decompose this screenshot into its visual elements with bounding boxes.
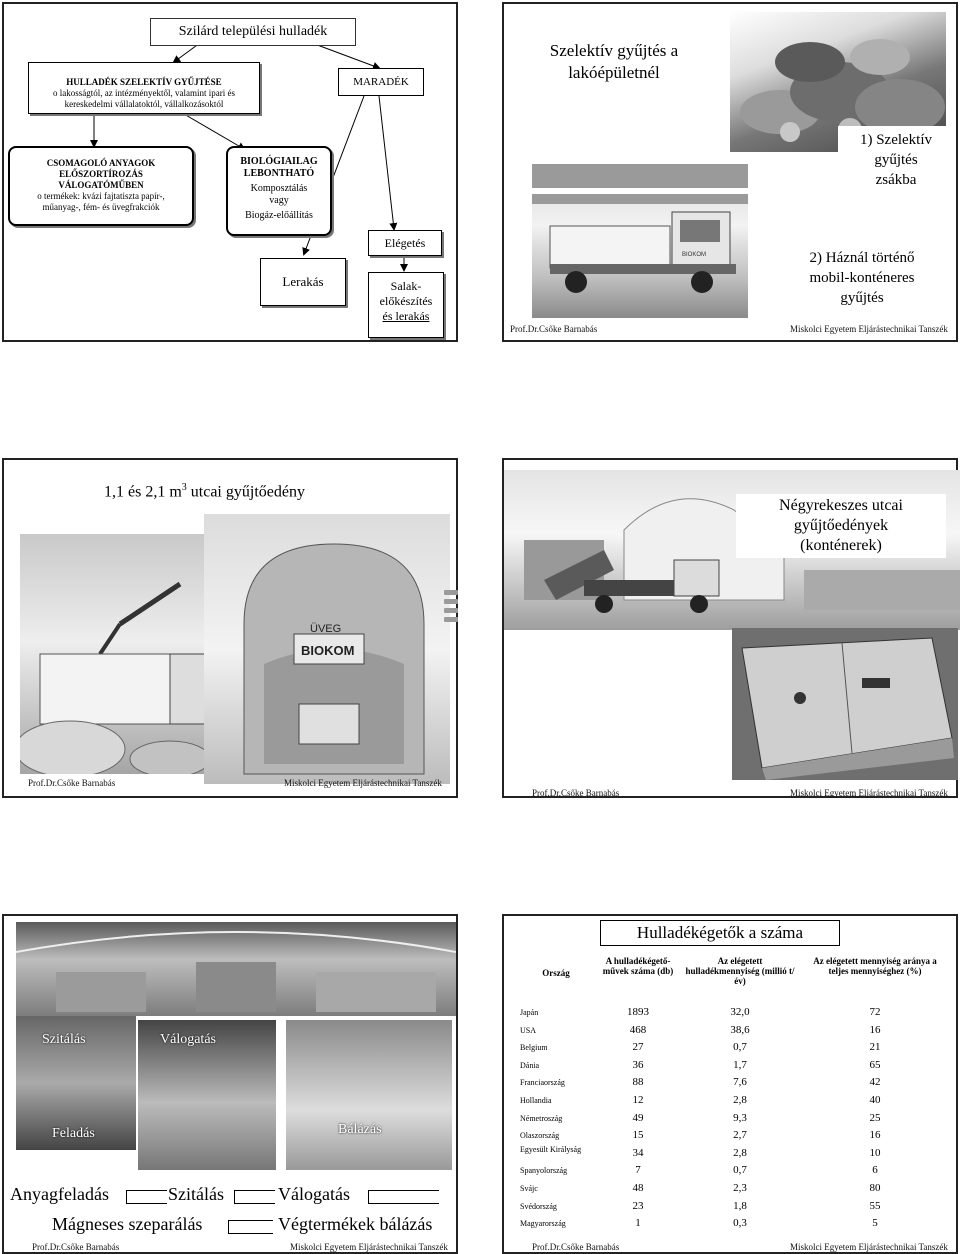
- crane-truck-drawing: [20, 534, 218, 774]
- table-cell-amount: 2,3: [733, 1182, 747, 1194]
- crane-truck-photo: [20, 534, 218, 774]
- table-row: [520, 1074, 952, 1092]
- incineration-box: Elégetés: [368, 230, 442, 256]
- table-cell-amount: 32,0: [730, 1006, 750, 1018]
- flow-arrow-4: [228, 1220, 273, 1234]
- slide4-title-line2: gyűjtőedények: [793, 517, 889, 534]
- table-cell-count: 48: [632, 1182, 644, 1194]
- table-cell-share: 5: [872, 1217, 878, 1230]
- table-cell-count: 468: [629, 1023, 647, 1036]
- slide-waste-hierarchy: [2, 2, 458, 342]
- table-cell-amount: 1,8: [733, 1199, 747, 1212]
- table-cell-amount: 0,7: [733, 1041, 747, 1054]
- packaging-line4: o termékek: kvázi fajtatiszta papír-,: [37, 191, 165, 201]
- table-cell-amount: 1,7: [733, 1058, 747, 1071]
- table-cell-amount: 0,7: [733, 1164, 747, 1177]
- table-cell-count: 1893: [627, 1006, 649, 1018]
- label-bale: Bálázás: [338, 1122, 382, 1137]
- slag-line1: Salak-: [390, 279, 422, 293]
- footer-institute: Miskolci Egyetem Eljárástechnikai Tanszék: [284, 778, 442, 788]
- item2-line1: 2) Háznál történő: [809, 250, 915, 266]
- table-cell-country: Hollandia: [520, 1096, 552, 1105]
- table-cell-count: 36: [632, 1058, 644, 1071]
- bio-line3: Komposztálás: [250, 183, 308, 194]
- table-cell-share: 72: [869, 1006, 881, 1018]
- baling-photo: [286, 1020, 452, 1170]
- footer-author: Prof.Dr.Csőke Barnabás: [532, 1242, 620, 1252]
- bio-line2: LEBONTHATÓ: [243, 168, 315, 179]
- table-cell-amount: 2,8: [733, 1146, 747, 1159]
- table-cell-country: Belgium: [520, 1043, 548, 1053]
- item2-line3: gyűjtés: [840, 290, 884, 306]
- label-sieve: Szitálás: [42, 1032, 86, 1047]
- header-amount: Az elégetett hulladékmennyiség (millió t/év): [685, 956, 795, 986]
- table-cell-count: 12: [632, 1094, 644, 1106]
- footer-author: Prof.Dr.Csőke Barnabás: [32, 1242, 120, 1252]
- slide-street-container: [2, 458, 458, 798]
- slide-deco: [444, 590, 458, 622]
- flow-arrow-2: [234, 1190, 275, 1204]
- slide-four-compartment: [502, 458, 958, 798]
- table-row: [520, 1004, 952, 1022]
- item1-text: [838, 126, 954, 196]
- table-row: [520, 1092, 952, 1110]
- slide3-title: [104, 482, 305, 501]
- slide4-title-line3: (konténerek): [800, 537, 882, 554]
- slide3-title-sup: 3: [181, 482, 187, 493]
- table-cell-amount: 2,7: [733, 1129, 747, 1142]
- table-cell-count: 88: [632, 1076, 644, 1089]
- container-text-brand: BIOKOM: [301, 643, 355, 658]
- table-cell-share: 21: [869, 1041, 881, 1054]
- footer-author: Prof.Dr.Csőke Barnabás: [532, 788, 620, 798]
- label-feed: Feladás: [52, 1126, 95, 1141]
- table-cell-country: Japán: [520, 1008, 539, 1017]
- header-share: Az elégetett mennyiség aránya a teljes mennyiséghez (%): [813, 956, 937, 976]
- landfill-box: Lerakás: [260, 258, 346, 306]
- table-row: [520, 1110, 952, 1128]
- table-row: [520, 1039, 952, 1057]
- footer-institute: Miskolci Egyetem Eljárástechnikai Tanszék: [790, 1242, 948, 1252]
- table-row: [520, 1215, 952, 1233]
- table-cell-amount: 7,6: [733, 1076, 747, 1089]
- slag-line2: előkészítés: [379, 294, 433, 308]
- table-cell-country: Olaszország: [520, 1131, 560, 1141]
- table-cell-country: Franciaország: [520, 1078, 565, 1088]
- truck-photo: [532, 164, 748, 318]
- truck-drawing: [532, 164, 748, 318]
- table-row: [520, 1127, 952, 1145]
- container-text-glass: ÜVEG: [310, 623, 342, 635]
- table-header-row: [520, 952, 952, 1004]
- table-row: [520, 1022, 952, 1040]
- table-row: [520, 1057, 952, 1075]
- table-cell-country: Svájc: [520, 1184, 538, 1193]
- bio-line1: BIOLÓGIAILAG: [240, 156, 318, 167]
- header-count: A hulladékégető-művek száma (db): [602, 956, 674, 976]
- flow-screening: Szitálás: [168, 1184, 224, 1204]
- flow-material-feed: Anyagfeladás: [10, 1184, 109, 1204]
- glass-container-drawing: [204, 514, 450, 784]
- table-cell-count: 27: [632, 1041, 644, 1054]
- item1-line3: zsákba: [875, 172, 917, 188]
- flow-baling: Végtermékek bálázás: [278, 1214, 433, 1234]
- bin-container-photo: [732, 628, 958, 780]
- plant-panorama-drawing: [16, 922, 456, 1016]
- table-row: [520, 1180, 952, 1198]
- slag-box: [368, 272, 444, 338]
- footer-author: Prof.Dr.Csőke Barnabás: [28, 778, 116, 788]
- table-cell-count: 34: [632, 1146, 644, 1159]
- slide3-title-post: utcai gyűjtőedény: [186, 483, 305, 501]
- footer-institute: Miskolci Egyetem Eljárástechnikai Tanszék: [790, 324, 948, 334]
- slide6-title: Hulladékégetők a száma: [600, 920, 840, 946]
- bio-line5: Biogáz-előállítás: [245, 210, 313, 221]
- table-cell-share: 42: [869, 1076, 881, 1089]
- table-row: [520, 1145, 952, 1163]
- table-cell-amount: 0,3: [733, 1217, 747, 1230]
- bio-line4: vagy: [269, 195, 289, 206]
- table-cell-share: 16: [869, 1129, 881, 1142]
- packaging-line5: műanyag-, fém- és üvegfrakciók: [42, 202, 160, 212]
- table-cell-share: 16: [869, 1023, 881, 1036]
- item1-line2: gyűjtés: [874, 152, 918, 168]
- table-cell-share: 6: [872, 1164, 878, 1177]
- table-cell-country: Dánia: [520, 1060, 540, 1070]
- table-cell-share: 65: [869, 1058, 881, 1071]
- flow-magnetic: Mágneses szeparálás: [52, 1214, 203, 1234]
- footer-author: Prof.Dr.Csőke Barnabás: [510, 324, 598, 334]
- slide2-title-line2: lakóépületnél: [568, 63, 660, 82]
- table-cell-country: USA: [520, 1025, 537, 1035]
- table-cell-amount: 2,8: [733, 1094, 747, 1106]
- table-cell-share: 10: [869, 1146, 881, 1159]
- biodegradable-box: [226, 146, 332, 236]
- table-cell-share: 80: [869, 1182, 881, 1194]
- slide3-title-pre: 1,1 és 2,1 m: [104, 483, 182, 501]
- slide2-title-line1: Szelektív gyűjtés a: [549, 41, 679, 60]
- table-cell-amount: 38,6: [730, 1023, 750, 1036]
- item2-text: [770, 248, 954, 308]
- table-cell-country: Egyesült Királyság: [520, 1144, 582, 1154]
- packaging-line3: VÁLOGATÓMŰBEN: [58, 180, 144, 190]
- packaging-line1: CSOMAGOLÓ ANYAGOK: [46, 158, 156, 168]
- slide-selective-collection: [502, 2, 958, 342]
- table-cell-country: Svédország: [520, 1201, 557, 1211]
- table-cell-share: 40: [869, 1094, 881, 1106]
- slide4-title: [736, 494, 946, 558]
- table-cell-country: Németroszág: [520, 1113, 563, 1123]
- residual-box: MARADÉK: [338, 68, 424, 96]
- footer-institute: Miskolci Egyetem Eljárástechnikai Tanszék: [290, 1242, 448, 1252]
- table-cell-country: Spanyolország: [520, 1166, 568, 1176]
- slide-incinerators-table: [502, 914, 958, 1254]
- table-row: [520, 1198, 952, 1216]
- table-cell-count: 49: [632, 1111, 644, 1124]
- plant-panorama-photo: [16, 922, 456, 1016]
- flow-arrow-1: [126, 1190, 167, 1204]
- footer-institute: Miskolci Egyetem Eljárástechnikai Tanszék: [790, 788, 948, 798]
- packaging-line2: ELŐSZORTÍROZÁS: [59, 169, 143, 179]
- slide-sorting-plant: [2, 914, 458, 1254]
- glass-container-photo: [204, 514, 450, 784]
- table-row: [520, 1162, 952, 1180]
- label-sort: Válogatás: [160, 1032, 216, 1047]
- header-country: Ország: [542, 968, 570, 978]
- table-cell-share: 25: [869, 1111, 881, 1124]
- flow-arrow-3: [368, 1190, 439, 1204]
- flow-row-2: [8, 1214, 458, 1238]
- table-cell-share: 55: [869, 1199, 881, 1212]
- item2-line2: mobil-konténeres: [809, 270, 915, 286]
- table-cell-country: Magyarország: [520, 1219, 566, 1229]
- truck-brand-text: BIOKOM: [682, 252, 707, 258]
- packaging-box: [8, 146, 194, 226]
- table-cell-count: 15: [632, 1129, 644, 1142]
- item1-line1: 1) Szelektív: [859, 132, 933, 148]
- slide2-title: [514, 40, 714, 84]
- table-cell-count: 1: [635, 1217, 641, 1230]
- selective-line2: kereskedelmi vállalatoktól, vállalkozásoktól: [64, 99, 224, 109]
- slide4-title-line1: Négyrekeszes utcai: [779, 497, 903, 514]
- table-cell-count: 23: [632, 1199, 644, 1212]
- table-cell-count: 7: [635, 1164, 641, 1177]
- slag-line3: és lerakás: [382, 309, 430, 323]
- title-box: Szilárd települési hulladék: [150, 18, 356, 46]
- selective-collection-box: [28, 62, 260, 114]
- selective-heading: HULLADÉK SZELEKTÍV GYŰJTÉSE: [66, 77, 222, 87]
- table-cell-amount: 9,3: [733, 1111, 747, 1124]
- flow-sorting: Válogatás: [278, 1184, 350, 1204]
- bin-container-drawing: [732, 628, 958, 780]
- selective-line1: o lakosságtól, az intézményektől, valamint ipari és: [53, 88, 235, 98]
- flow-row-1: [8, 1184, 458, 1208]
